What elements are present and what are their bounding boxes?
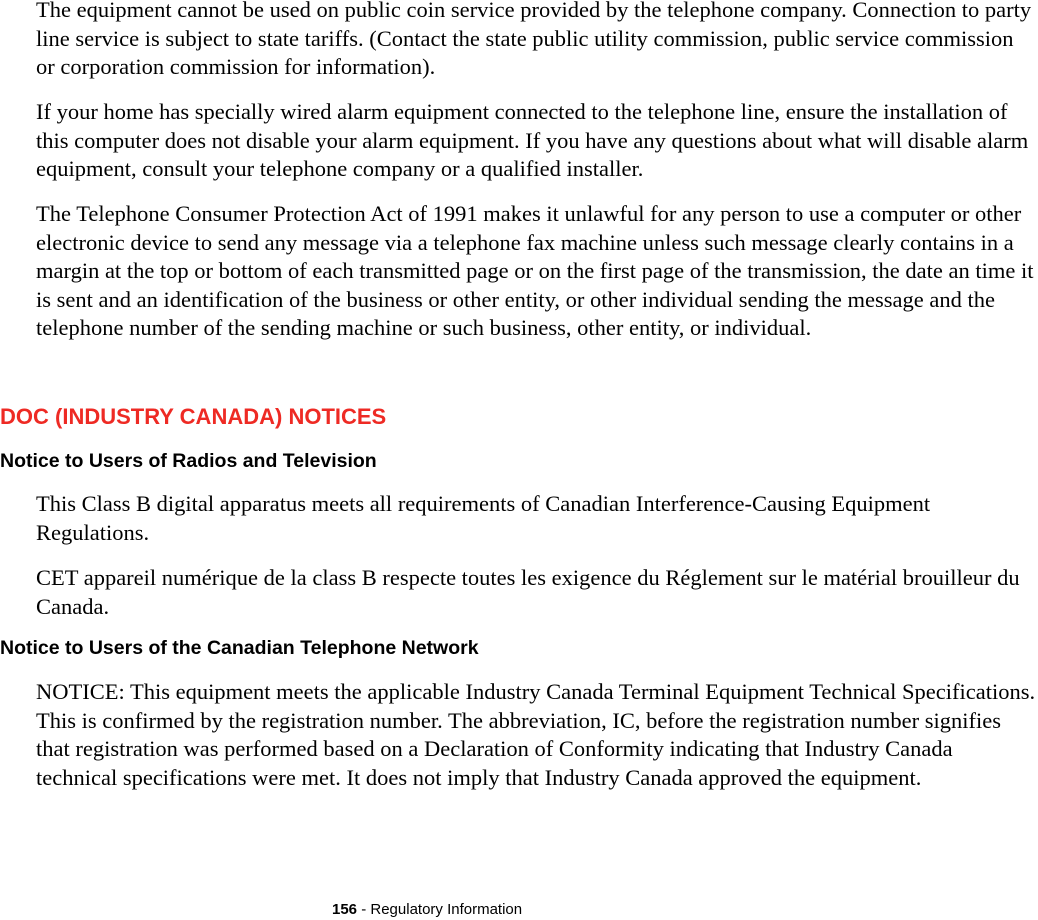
footer-separator: - [357,901,371,918]
paragraph-class-b-english: This Class B digital apparatus meets all requirements of Canadian Interference-Causing Equipment Regulations. [36,491,931,545]
paragraph-coin-service: The equipment cannot be used on public coin service provided by the telephone company. Connection to party line service is subject to state tariffs. (Contact the state public utility commission, public service commission or corporation commission for information). [36,0,1032,79]
section-heading-doc-notices: DOC (INDUSTRY CANADA) NOTICES [0,404,387,429]
page-number: 156 [332,901,358,918]
subheading-radios-television: Notice to Users of Radios and Television [0,450,377,472]
footer-section-name: Regulatory Information [370,901,523,918]
paragraph-class-b-french: CET appareil numérique de la class B respecte toutes les exigence du Réglement sur le matérial brouilleur du Canada. [36,565,1020,619]
page-footer [332,900,522,920]
subheading-canadian-telephone-network: Notice to Users of the Canadian Telephone Network [0,637,479,659]
paragraph-alarm-equipment: If your home has specially wired alarm equipment connected to the telephone line, ensure the installation of this computer does not disable your alarm equipment. If you have any questions about what will disable alarm equipment, consult your telephone company or a qualified installer. [36,99,1029,181]
paragraph-consumer-protection-act: The Telephone Consumer Protection Act of 1991 makes it unlawful for any person to use a computer or other electronic device to send any message via a telephone fax machine unless such message clearly contains in a margin at the top or bottom of each transmitted page or on the first page of the transmission, the date an time it is sent and an identification of the business or other entity, or other individual sending the message and the telephone number of the sending machine or such business, other entity, or individual. [36,201,1034,340]
paragraph-ic-notice: NOTICE: This equipment meets the applicable Industry Canada Terminal Equipment Technical Specifications. This is confirmed by the registration number. The abbreviation, IC, before the registration number signifies that registration was performed based on a Declaration of Conformity indicating that Industry Canada technical specifications were met. It does not imply that Industry Canada approved the equipment. [36,679,1036,790]
